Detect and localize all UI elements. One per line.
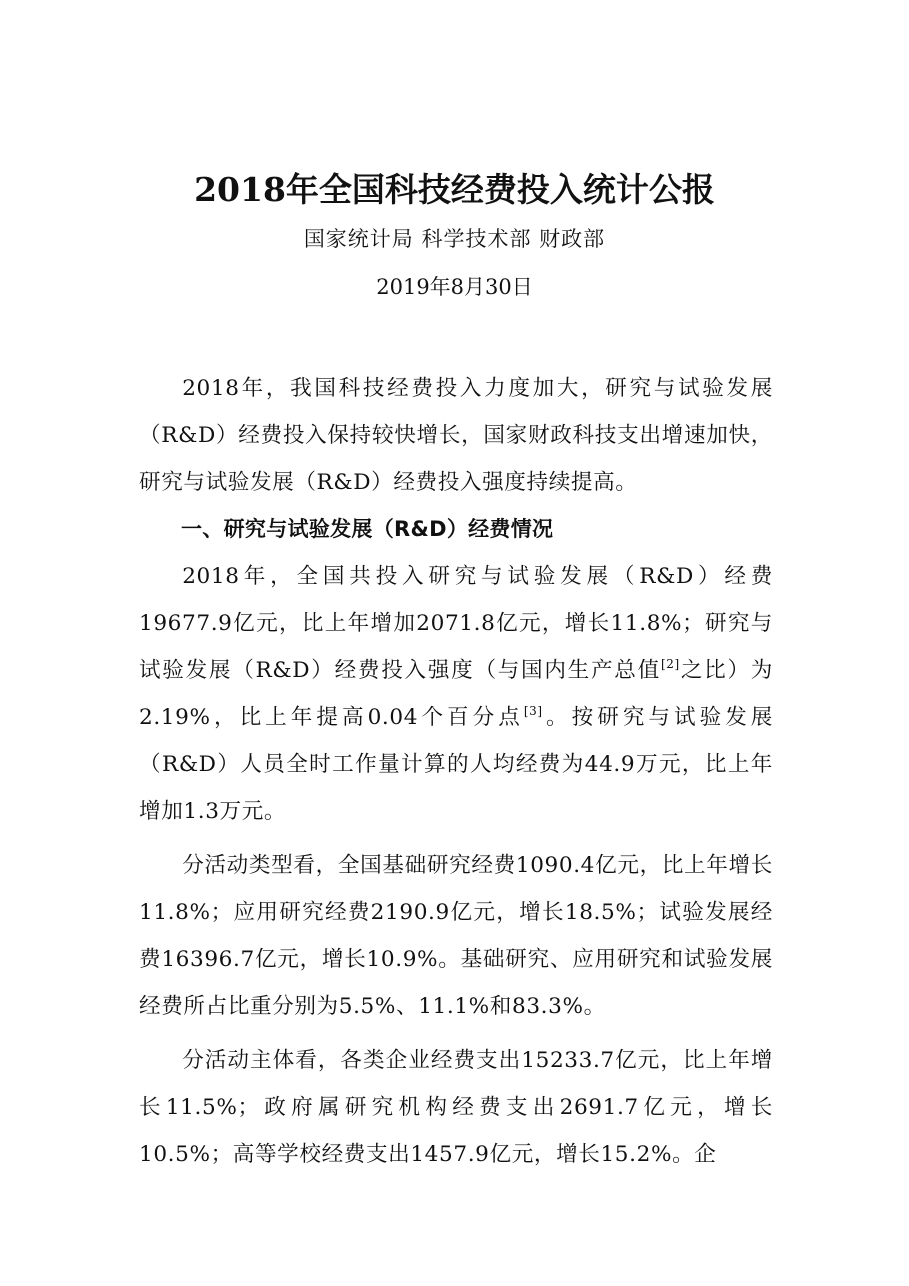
- section-heading-rd-funding: 一、研究与试验发展（R&D）经费情况: [181, 517, 554, 541]
- paragraph-text: 2018年，全国共投入研究与试验发展（R&D）经费19677.9亿元，比上年增加2071.8亿元，增长11.8%；研究与试验发展（R&D）经费投入强度（与国内生产总值: [139, 564, 773, 683]
- intro-paragraph: 2018年，我国科技经费投入力度加大，研究与试验发展（R&D）经费投入保持较快增长，国家财政科技支出增速加快，研究与试验发展（R&D）经费投入强度持续提高。: [139, 376, 773, 495]
- paragraph-activity-subject: 分活动主体看，各类企业经费支出15233.7亿元，比上年增长11.5%；政府属研究机构经费支出2691.7亿元，增长10.5%；高等学校经费支出1457.9亿元，增长15.2%。企: [139, 1048, 773, 1167]
- paragraph-text: 。按研究与试验发展（R&D）人员全时工作量计算的人均经费为44.9万元，比上年增加1.3万元。: [139, 705, 773, 824]
- paragraph-text: 之比）为2.19%，比上年提高0.04个百分点: [139, 658, 773, 730]
- document-title: 2018年全国科技经费投入统计公报: [194, 170, 715, 209]
- document-authors: 国家统计局 科学技术部 财政部: [303, 227, 606, 251]
- paragraph-activity-type: 分活动类型看，全国基础研究经费1090.4亿元，比上年增长11.8%；应用研究经费2190.9亿元，增长18.5%；试验发展经费16396.7亿元，增长10.9%。基础研究、应用研究和试验发展经费所占比重分别为5.5%、11.1%和83.3%。: [139, 853, 773, 1019]
- footnote-ref-2: [2]: [660, 657, 680, 671]
- document-date: 2019年8月30日: [376, 275, 533, 299]
- document-body: [139, 365, 773, 1178]
- paragraph-rd-total: [139, 553, 773, 835]
- footnote-ref-3: [3]: [523, 704, 543, 718]
